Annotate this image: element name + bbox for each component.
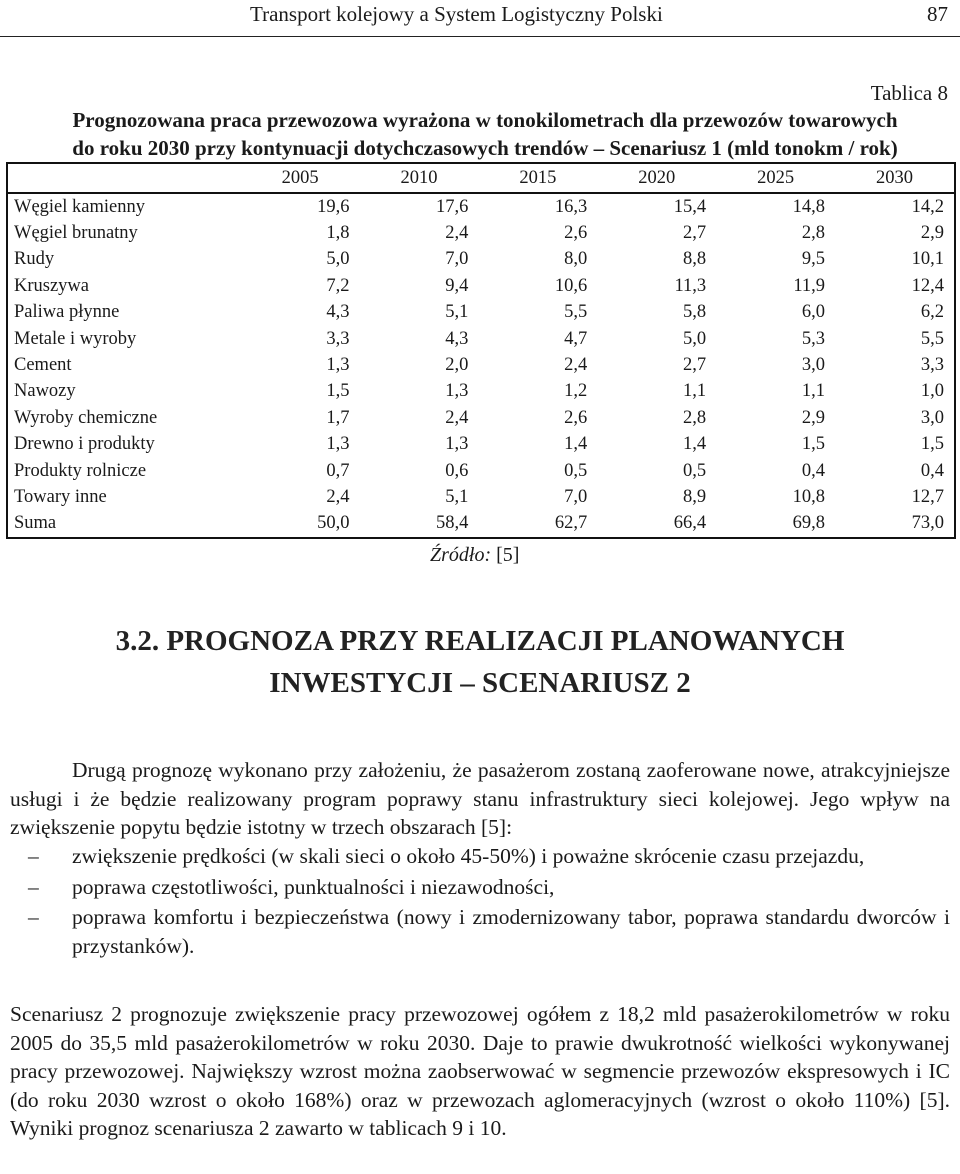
row-label: Węgiel kamienny (14, 196, 145, 217)
table-cell: 5,1 (445, 302, 469, 323)
row-label: Produkty rolnicze (14, 460, 147, 481)
table-row (7, 326, 955, 352)
table-label: Tablica 8 (870, 81, 948, 105)
table-cell: 1,7 (326, 407, 350, 428)
section-heading (40, 620, 920, 704)
table-caption-line-2: do roku 2030 przy kontynuacji dotychczasowych trendów – Scenariusz 1 (mld tonokm / rok) (72, 136, 898, 160)
body-paragraph-2: Scenariusz 2 prognozuje zwiększenie pracy przewozowej ogółem z 18,2 mld pasażerokilometrów w roku 2005 do 35,5 mld pasażerokilometrów w roku 2030. Daje to prawie dwukrotność wielkości wykonywanej pracy przewozowej. Największy wzrost można zaobserwować w segmencie przewozów ekspresowych i IC (do roku 2030 wzrost o około 168%) oraz w przewozach aglomeracyjnych (wzrost o około 110%) [5]. Wyniki prognoz scenariusza 2 zawarto w tablicach 9 i 10. (10, 1002, 950, 1140)
table-cell: 66,4 (673, 513, 707, 534)
bullet-dash: – (28, 874, 39, 899)
table-row (7, 484, 955, 510)
table-cell: 5,0 (683, 328, 707, 349)
body-paragraph-1: Drugą prognozę wykonano przy założeniu, że pasażerom zostaną zaoferowane nowe, atrakcyjniejsze usługi i że będzie realizowany program poprawy stanu infrastruktury sieci kolejowej. Jego wpływ na zwiększenie popytu będzie istotny w trzech obszarach [5]: (10, 758, 950, 839)
table-cell: 4,3 (326, 302, 350, 323)
table-caption (20, 106, 950, 162)
row-label: Suma (14, 513, 57, 534)
column-header: 2025 (716, 163, 835, 193)
table-cell: 2,8 (801, 223, 826, 244)
source-reference: [5] (496, 544, 520, 566)
table-cell: 0,7 (326, 460, 350, 481)
table-cell: 2,4 (564, 355, 588, 376)
table-cell: 1,4 (683, 434, 707, 455)
table-cell: 2,6 (564, 407, 588, 428)
table-cell: 3,0 (920, 407, 944, 428)
table-cell: 5,0 (326, 249, 350, 270)
table-cell: 2,9 (920, 223, 944, 244)
list-item (10, 842, 950, 871)
table-cell: 1,2 (564, 381, 588, 402)
column-header: 2010 (360, 163, 479, 193)
row-label: Rudy (14, 249, 55, 270)
table-cell: 3,0 (801, 355, 826, 376)
list-item-text: zwiększenie prędkości (w skali sieci o około 45-50%) i poważne skrócenie czasu przejazdu, (72, 844, 865, 868)
table-cell: 2,4 (445, 407, 469, 428)
table-cell: 9,4 (445, 275, 469, 296)
page-header (0, 0, 960, 37)
table-cell: 2,0 (445, 355, 469, 376)
table-cell: 5,8 (683, 302, 707, 323)
table-cell: 1,1 (683, 381, 707, 402)
section-heading-line-2: INWESTYCJI – SCENARIUSZ 2 (269, 667, 691, 699)
table-cell: 1,3 (445, 434, 469, 455)
table-cell: 14,8 (792, 196, 826, 217)
table-cell: 5,5 (564, 302, 588, 323)
bullet-dash: – (28, 844, 39, 868)
table-cell: 5,3 (801, 328, 826, 349)
bullet-list (10, 842, 950, 962)
table-cell: 0,5 (683, 460, 707, 481)
table-row (7, 458, 955, 484)
page-number: 87 (927, 2, 948, 26)
table-cell: 17,6 (436, 196, 469, 217)
table-cell: 8,8 (683, 249, 707, 270)
table-cell: 19,6 (317, 196, 350, 217)
table-cell: 7,0 (564, 486, 588, 507)
row-label: Nawozy (14, 381, 76, 402)
table-cell: 12,7 (911, 486, 944, 507)
table-cell: 14,2 (911, 196, 944, 217)
row-label: Towary inne (14, 486, 107, 507)
table-cell: 1,4 (564, 434, 588, 455)
row-label: Węgiel brunatny (14, 223, 138, 244)
section-heading-line-1: 3.2. PROGNOZA PRZY REALIZACJI PLANOWANYCH (115, 625, 845, 657)
table-cell: 5,5 (920, 328, 944, 349)
table-cell: 1,5 (920, 434, 944, 455)
table-cell: 1,3 (326, 355, 350, 376)
table-row (7, 352, 955, 378)
table-cell: 2,6 (564, 223, 588, 244)
table-cell: 1,3 (445, 381, 469, 402)
table-row (7, 247, 955, 273)
table-cell: 7,0 (445, 249, 469, 270)
table-cell: 11,3 (674, 275, 707, 296)
table-cell: 1,1 (801, 381, 826, 402)
table-cell: 2,9 (801, 407, 826, 428)
running-title: Transport kolejowy a System Logistyczny Polski (250, 2, 663, 26)
table-cell: 50,0 (317, 513, 350, 534)
table-row (7, 300, 955, 326)
table-cell: 7,2 (326, 275, 350, 296)
table-cell: 5,1 (445, 486, 469, 507)
row-label: Paliwa płynne (14, 302, 120, 323)
table-cell: 3,3 (326, 328, 350, 349)
table-cell: 1,3 (326, 434, 350, 455)
table-cell: 58,4 (436, 513, 469, 534)
table-cell: 69,8 (792, 513, 826, 534)
row-label: Cement (14, 355, 72, 376)
table-source (430, 544, 519, 567)
table-row (7, 511, 955, 538)
table-row (7, 432, 955, 458)
list-item-text: poprawa częstotliwości, punktualności i niezawodności, (72, 874, 555, 899)
table-row (7, 379, 955, 405)
table-row (7, 405, 955, 431)
table-cell: 16,3 (554, 196, 588, 217)
table-cell: 2,8 (683, 407, 707, 428)
column-header: 2030 (835, 163, 955, 193)
table-cell: 3,3 (920, 355, 944, 376)
table-cell: 10,6 (554, 275, 588, 296)
table-cell: 0,5 (564, 460, 588, 481)
source-label: Źródło: (430, 544, 492, 566)
table-row (7, 193, 955, 220)
row-label: Kruszywa (14, 275, 90, 296)
table-corner-cell (7, 163, 241, 193)
row-label: Wyroby chemiczne (14, 407, 158, 428)
table-cell: 2,7 (683, 355, 707, 376)
bullet-dash: – (28, 905, 39, 929)
row-label: Metale i wyroby (14, 328, 137, 349)
column-header: 2020 (597, 163, 716, 193)
table-cell: 1,5 (326, 381, 350, 402)
table-cell: 1,5 (801, 434, 826, 455)
list-item (10, 873, 950, 902)
table-cell: 0,4 (801, 460, 826, 481)
table-cell: 8,9 (683, 486, 707, 507)
row-label: Drewno i produkty (14, 434, 155, 455)
table-cell: 10,1 (911, 249, 944, 270)
column-header: 2015 (478, 163, 597, 193)
table-cell: 2,4 (326, 486, 350, 507)
table-cell: 62,7 (554, 513, 588, 534)
table-cell: 2,4 (445, 223, 469, 244)
table-cell: 73,0 (911, 513, 944, 534)
table-row (7, 220, 955, 246)
table-cell: 2,7 (683, 223, 707, 244)
table-cell: 6,0 (801, 302, 826, 323)
list-item (10, 903, 950, 960)
table-cell: 0,4 (920, 460, 944, 481)
table-cell: 0,6 (445, 460, 469, 481)
table-header-row (7, 163, 955, 193)
table-cell: 1,0 (920, 381, 944, 402)
table-cell: 10,8 (792, 486, 826, 507)
table-cell: 9,5 (801, 249, 826, 270)
table-cell: 8,0 (564, 249, 588, 270)
table-row (7, 273, 955, 299)
table-cell: 12,4 (911, 275, 944, 296)
column-header: 2005 (241, 163, 360, 193)
list-item-text: poprawa komfortu i bezpieczeństwa (nowy i zmodernizowany tabor, poprawa standardu dworców i przystanków). (72, 905, 950, 958)
table-cell: 4,7 (564, 328, 588, 349)
table-cell: 4,3 (445, 328, 469, 349)
table-cell: 1,8 (326, 223, 350, 244)
freight-forecast-table (6, 162, 956, 539)
table-cell: 6,2 (920, 302, 944, 323)
table-caption-line-1: Prognozowana praca przewozowa wyrażona w tonokilometrach dla przewozów towarowych (72, 108, 898, 132)
table-cell: 15,4 (673, 196, 707, 217)
table-cell: 11,9 (793, 275, 826, 296)
